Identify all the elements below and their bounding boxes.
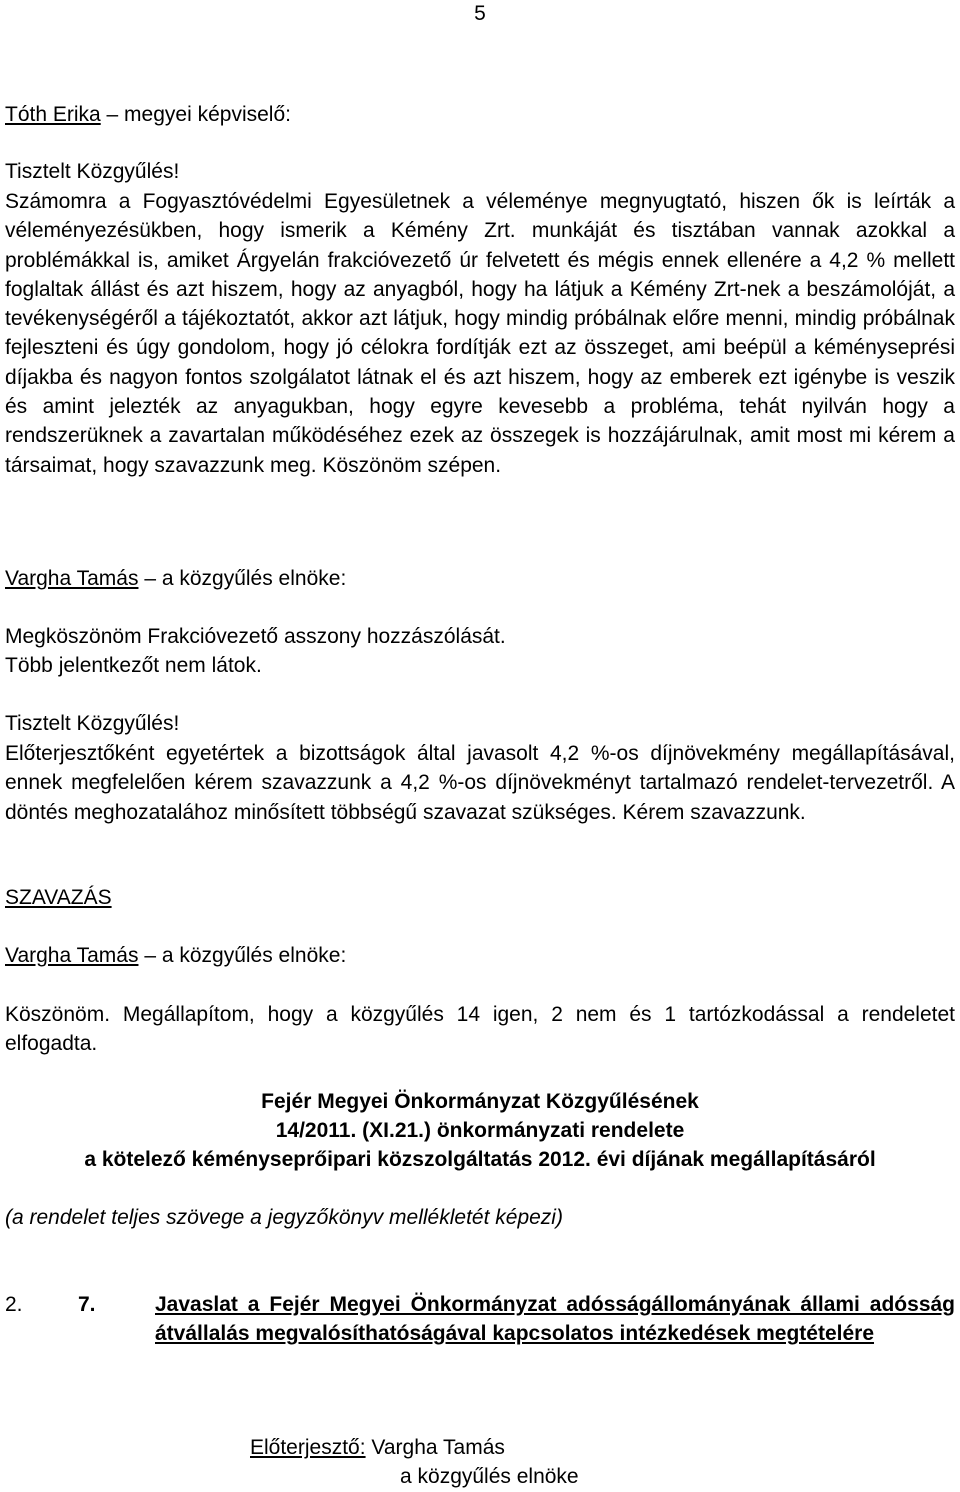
page-number: 5 [474,2,486,25]
speech-paragraph: Köszönöm. Megállapítom, hogy a közgyűlés 14 igen, 2 nem és 1 tartózkodással a rendeletet elfogadta. [5,1003,955,1056]
speaker-role: – megyei képviselő: [106,103,291,126]
salutation: Tisztelt Közgyűlés! [5,712,180,735]
agenda-number: 2. [5,1293,23,1316]
speaker-heading-vargha-2 [5,942,346,970]
presenter-role: a közgyűlés elnöke [400,1465,579,1488]
speaker-heading-vargha [5,565,346,593]
agenda-title: Javaslat a Fejér Megyei Önkormányzat adósságállományának állami adósság átvállalás megvalósíthatóságával kapcsolatos intézkedések megtételére [155,1293,955,1346]
speech-line: Több jelentkezőt nem látok. [5,654,262,677]
speech-paragraph: Számomra a Fogyasztóvédelmi Egyesületnek a véleménye megnyugtató, hiszen ők is leírták a véleményezésükben, hogy ismerik a Kémény Zrt. munkáját és tisztában vannak azokkal a problémákkal is, amiket Árgyelán frakcióvezető úr felvetett és mégis ennek ellenére a 4,2 % mellett foglaltak állást és azt hiszem, hogy az anyagból, hogy ha látjuk a Kémény Zrt-nek a beszámolóját, a tevékenységéről a tájékoztatót, akkor azt látjuk, hogy mindig próbálnak előre menni, mindig próbálnak fejleszteni és úgy gondolom, hogy jó célokra fordítják ezt az összeget, ami beépül a kéményseprési díjakba és nagyon fontos szolgálatot látnak el és azt hiszem, hogy az emberek ezt igénybe is veszik és amint jelezték az anyagukban, hogy egyre kevesebb a probléma, tehát nyilván hogy a rendszerüknek a zavartalan működéséhez ezek az összegek is hozzájárulnak, amit most mi kérem a társaimat, hogy szavazzunk meg. Köszönöm szépen. [5,190,955,477]
speaker-role: – a közgyűlés elnöke: [144,944,347,967]
presenter-name: Vargha Tamás [371,1436,505,1459]
salutation: Tisztelt Közgyűlés! [5,160,180,183]
speaker-role: – a közgyűlés elnöke: [144,567,347,590]
presenter-line [250,1434,505,1462]
speaker-heading-toth [5,101,291,129]
presenter-label: Előterjesztő: [250,1436,366,1459]
decree-title-line2: 14/2011. (XI.21.) önkormányzati rendelete [275,1119,685,1142]
vote-label: SZAVAZÁS [5,886,112,909]
speaker-name: Vargha Tamás [5,567,139,590]
speech-line: Megköszönöm Frakcióvezető asszony hozzászólását. [5,625,506,648]
speaker-name: Tóth Erika [5,103,101,126]
agenda-subnumber: 7. [78,1293,96,1316]
decree-title-line1: Fejér Megyei Önkormányzat Közgyűlésének [261,1090,699,1113]
decree-title-line3: a kötelező kéményseprőipari közszolgáltatás 2012. évi díjának megállapításáról [84,1148,876,1171]
speaker-name: Vargha Tamás [5,944,139,967]
annex-note: (a rendelet teljes szövege a jegyzőkönyv mellékletét képezi) [5,1206,563,1229]
speech-paragraph: Előterjesztőként egyetértek a bizottságok által javasolt 4,2 %-os díjnövekmény megállapításával, ennek megfelelően kérem szavazzunk a 4,2 %-os díjnövekményt tartalmazó rendelet-tervezetről. A döntés meghozatalához minősített többségű szavazat szükséges. Kérem szavazzunk. [5,742,955,824]
